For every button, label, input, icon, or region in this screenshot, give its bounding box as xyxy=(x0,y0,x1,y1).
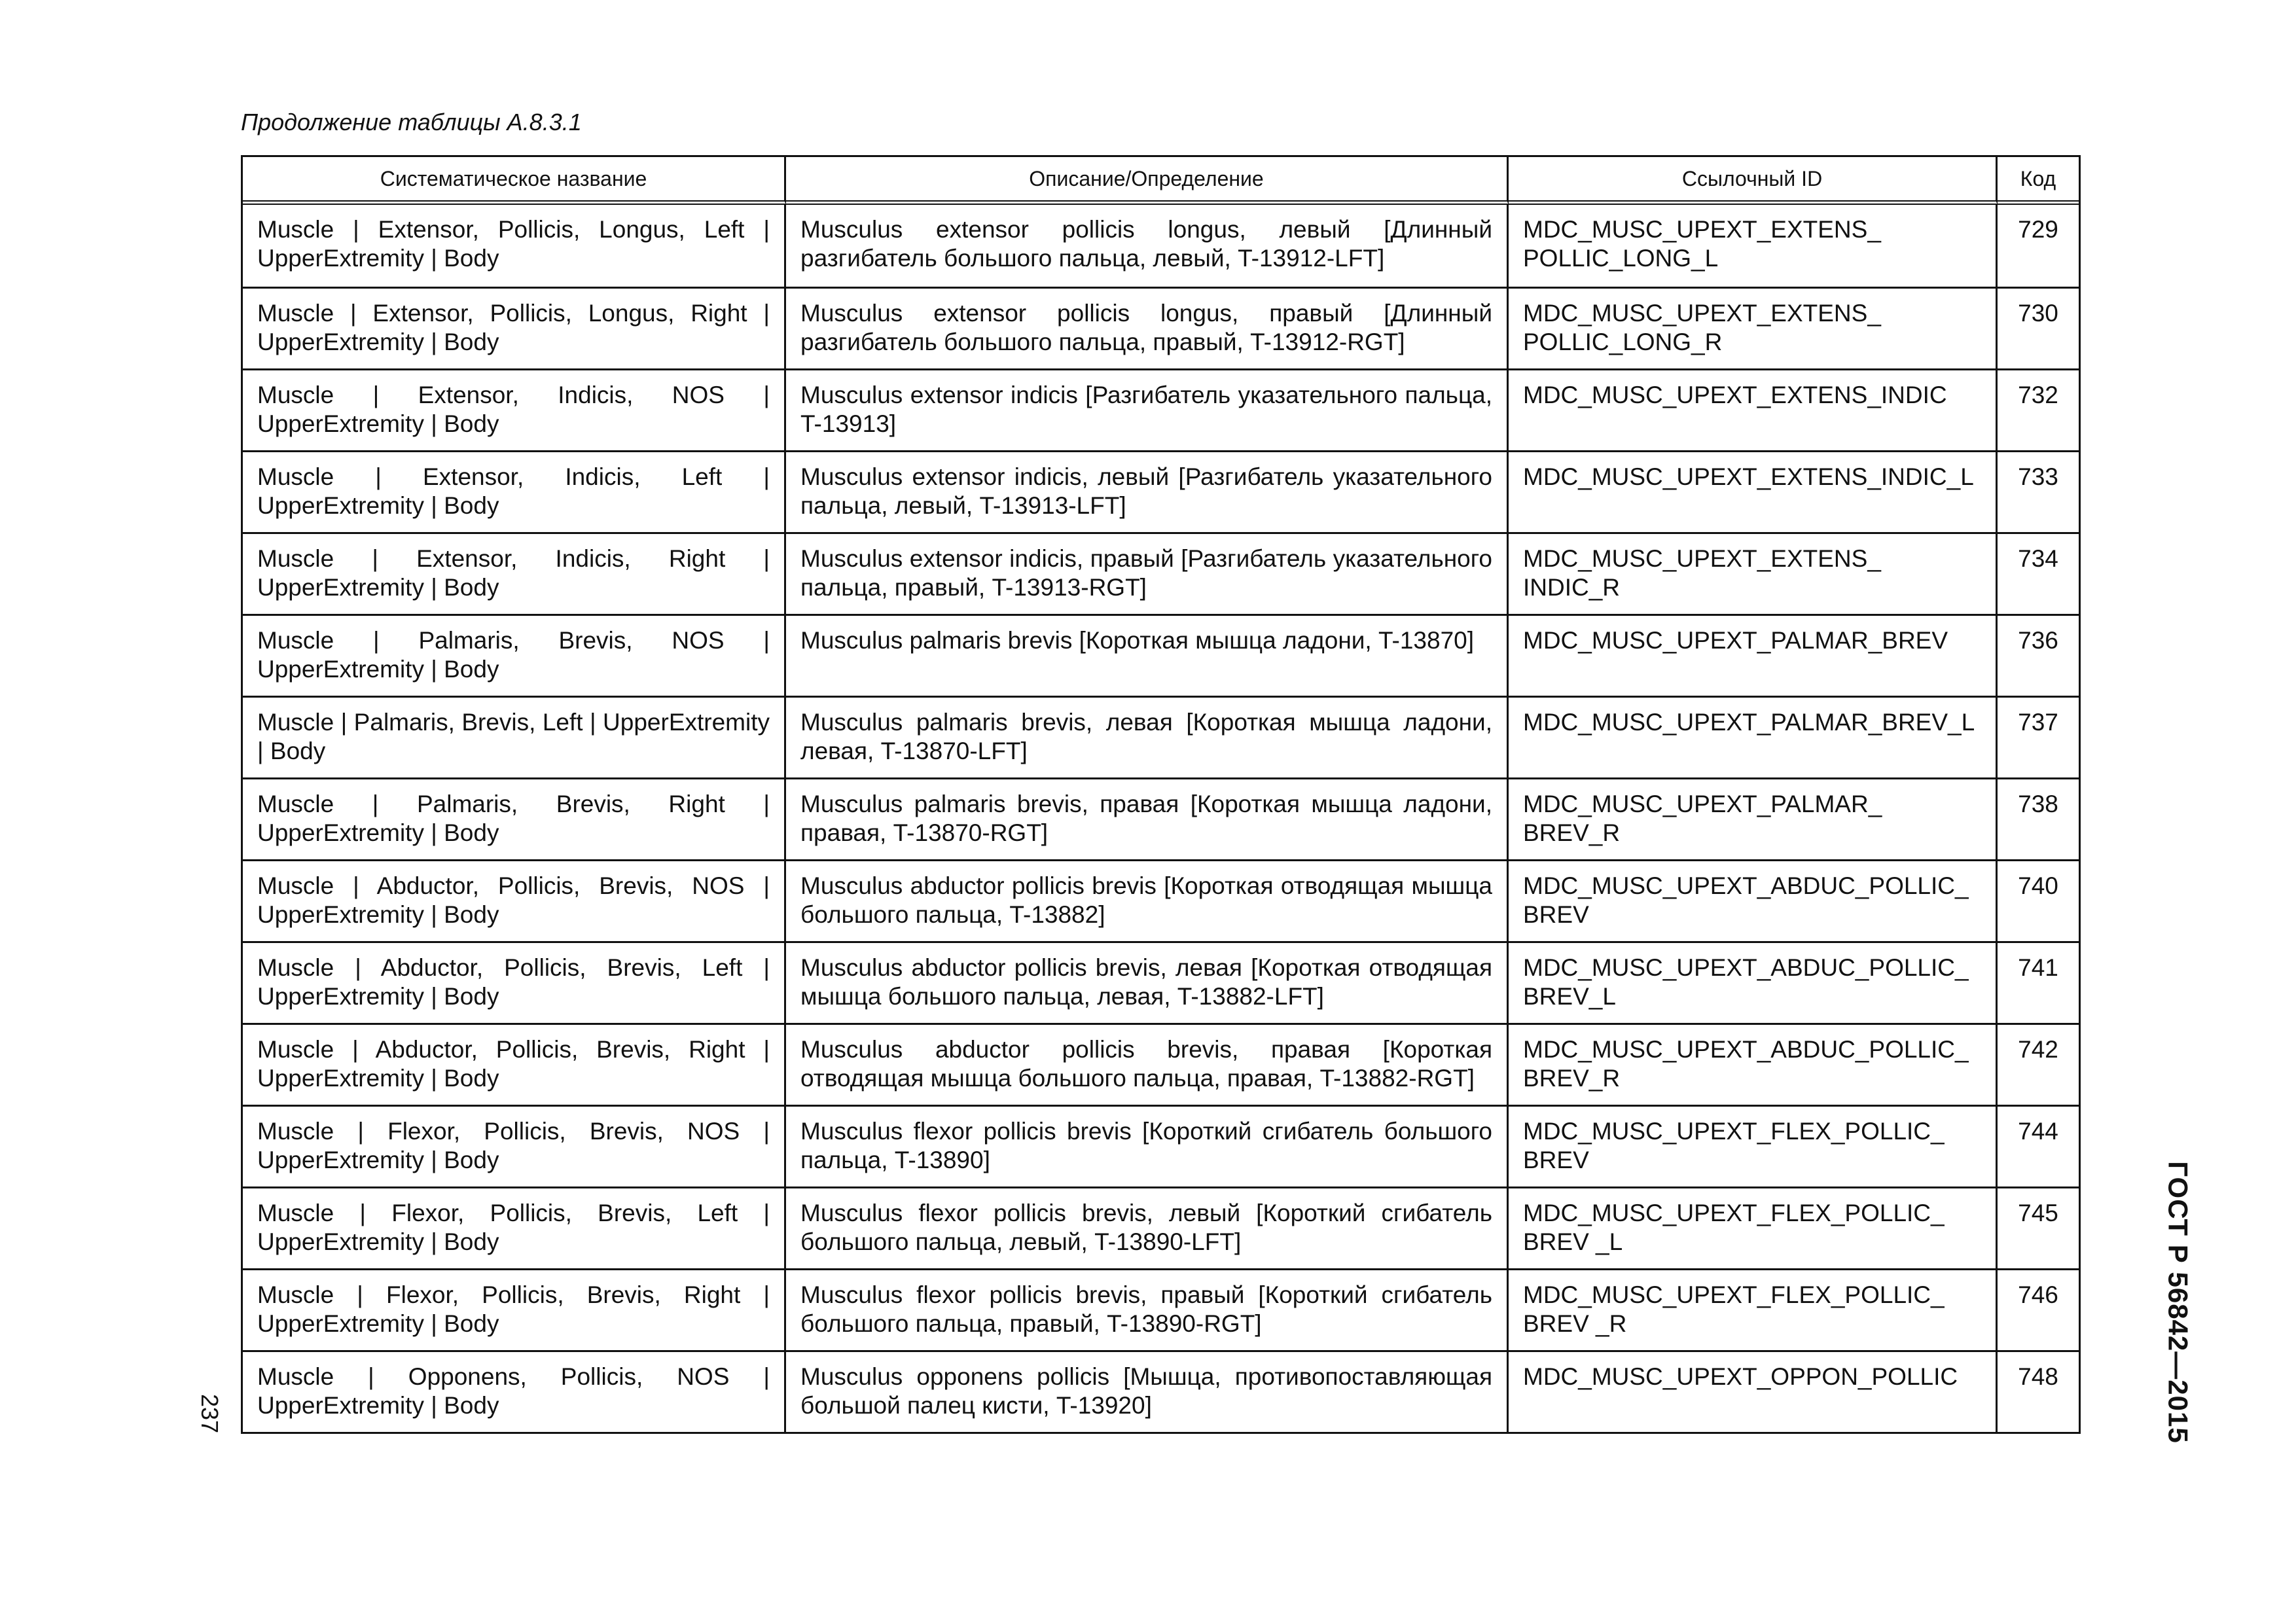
cell-description: Musculus extensor indicis, левый [Разгибатель указательного пальца, левый, T-13913-LFT] xyxy=(786,450,1509,532)
cell-code: 736 xyxy=(1998,614,2079,696)
cell-description: Musculus opponens pollicis [Мышца, противопоставляющая большой палец кисти, T-13920] xyxy=(786,1350,1509,1432)
cell-code: 730 xyxy=(1998,287,2079,368)
cell-systematic-name: Muscle | Abductor, Pollicis, Brevis, NOS | UpperExtremity | Body xyxy=(243,859,786,941)
table-row xyxy=(243,1105,2079,1186)
cell-description: Musculus extensor pollicis longus, левый [Длинный разгибатель большого пальца, левый, T-13912-LFT] xyxy=(786,205,1509,287)
cell-reference-id: MDC_MUSC_UPEXT_EXTENS_ INDIC_R xyxy=(1509,532,1998,614)
table-row xyxy=(243,941,2079,1023)
cell-reference-id: MDC_MUSC_UPEXT_PALMAR_ BREV_R xyxy=(1509,777,1998,859)
cell-code: 734 xyxy=(1998,532,2079,614)
cell-description: Musculus abductor pollicis brevis, левая [Короткая отводящая мышца большого пальца, левая, T-13882-LFT] xyxy=(786,941,1509,1023)
cell-code: 746 xyxy=(1998,1268,2079,1350)
table-header-row xyxy=(243,157,2079,205)
cell-description: Musculus extensor indicis, правый [Разгибатель указательного пальца, правый, T-13913-RGT] xyxy=(786,532,1509,614)
cell-code: 729 xyxy=(2018,216,2058,243)
table-row xyxy=(243,450,2079,532)
cell-description: Musculus flexor pollicis brevis [Короткий сгибатель большого пальца, T-13890] xyxy=(786,1105,1509,1186)
cell-description: Musculus extensor pollicis longus, правый [Длинный разгибатель большого пальца, правый, T-13912-RGT] xyxy=(786,287,1509,368)
cell-description: Musculus flexor pollicis brevis, левый [Короткий сгибатель большого пальца, левый, T-13890-LFT] xyxy=(786,1186,1509,1268)
cell-code: 740 xyxy=(1998,859,2079,941)
cell-systematic-name: Muscle | Extensor, Indicis, NOS | UpperExtremity | Body xyxy=(243,368,786,450)
cell-systematic-name: Muscle | Extensor, Indicis, Right | UpperExtremity | Body xyxy=(243,532,786,614)
cell-systematic-name: Muscle | Abductor, Pollicis, Brevis, Right | UpperExtremity | Body xyxy=(243,1023,786,1105)
cell-reference-id: MDC_MUSC_UPEXT_FLEX_POLLIC_ BREV _R xyxy=(1509,1268,1998,1350)
table-row xyxy=(243,696,2079,777)
cell-reference-id: MDC_MUSC_UPEXT_ABDUC_POLLIC_ BREV_L xyxy=(1509,941,1998,1023)
cell-description: Musculus palmaris brevis, правая [Короткая мышца ладони, правая, T-13870-RGT] xyxy=(786,777,1509,859)
table-row xyxy=(243,614,2079,696)
cell-code: 741 xyxy=(1998,941,2079,1023)
cell-code: 745 xyxy=(1998,1186,2079,1268)
cell-reference-id: MDC_MUSC_UPEXT_EXTENS_INDIC_L xyxy=(1509,450,1998,532)
cell-systematic-name: Muscle | Flexor, Pollicis, Brevis, Left | UpperExtremity | Body xyxy=(243,1186,786,1268)
cell-code: 748 xyxy=(1998,1350,2079,1432)
cell-code: 744 xyxy=(1998,1105,2079,1186)
cell-reference-id: MDC_MUSC_UPEXT_PALMAR_BREV_L xyxy=(1509,696,1998,777)
cell-code: 732 xyxy=(1998,368,2079,450)
cell-systematic-name: Muscle | Opponens, Pollicis, NOS | UpperExtremity | Body xyxy=(243,1350,786,1432)
page-number-block xyxy=(190,1381,229,1446)
table-row xyxy=(243,1186,2079,1268)
cell-reference-id: MDC_MUSC_UPEXT_PALMAR_BREV xyxy=(1509,614,1998,696)
cell-description: Musculus abductor pollicis brevis, правая [Короткая отводящая мышца большого пальца, правая, T-13882-RGT] xyxy=(786,1023,1509,1105)
cell-systematic-name: Muscle | Flexor, Pollicis, Brevis, Right | UpperExtremity | Body xyxy=(243,1268,786,1350)
cell-systematic-name: Muscle | Extensor, Indicis, Left | UpperExtremity | Body xyxy=(243,450,786,532)
cell-systematic-name: Muscle | Flexor, Pollicis, Brevis, NOS | UpperExtremity | Body xyxy=(243,1105,786,1186)
header-systematic-name: Систематическое название xyxy=(243,157,786,205)
table-row xyxy=(243,287,2079,368)
cell-reference-id: MDC_MUSC_UPEXT_EXTENS_ POLLIC_LONG_R xyxy=(1509,287,1998,368)
cell-description: Musculus palmaris brevis, левая [Короткая мышца ладони, левая, T-13870-LFT] xyxy=(786,696,1509,777)
cell-reference-id: MDC_MUSC_UPEXT_EXTENS_INDIC xyxy=(1509,368,1998,450)
table-row xyxy=(243,777,2079,859)
header-code: Код xyxy=(1998,157,2079,205)
cell-code: 733 xyxy=(1998,450,2079,532)
cell-reference-id: MDC_MUSC_UPEXT_OPPON_POLLIC xyxy=(1509,1350,1998,1432)
table-row xyxy=(243,532,2079,614)
cell-systematic-name: Muscle | Abductor, Pollicis, Brevis, Left | UpperExtremity | Body xyxy=(243,941,786,1023)
cell-code: 738 xyxy=(1998,777,2079,859)
cell-systematic-name: Muscle | Extensor, Pollicis, Longus, Right | UpperExtremity | Body xyxy=(243,287,786,368)
header-description: Описание/Определение xyxy=(786,157,1509,205)
cell-description: Musculus extensor indicis [Разгибатель указательного пальца, T-13913] xyxy=(786,368,1509,450)
cell-systematic-name: Muscle | Palmaris, Brevis, NOS | UpperExtremity | Body xyxy=(243,614,786,696)
header-reference-id: Ссылочный ID xyxy=(1509,157,1998,205)
muscle-table xyxy=(241,155,2081,1434)
table-row xyxy=(243,205,2079,287)
cell-description: Musculus abductor pollicis brevis [Короткая отводящая мышца большого пальца, T-13882] xyxy=(786,859,1509,941)
standard-designation: ГОСТ Р 56842—2015 xyxy=(2163,1161,2195,1444)
cell-code: 742 xyxy=(1998,1023,2079,1105)
page-number: 237 xyxy=(196,1393,224,1434)
cell-description: Musculus flexor pollicis brevis, правый [Короткий сгибатель большого пальца, правый, T-13890-RGT] xyxy=(786,1268,1509,1350)
cell-systematic-name: Muscle | Palmaris, Brevis, Right | UpperExtremity | Body xyxy=(243,777,786,859)
cell-code: 737 xyxy=(1998,696,2079,777)
standard-designation-block xyxy=(2159,1158,2198,1446)
table-row xyxy=(243,1268,2079,1350)
cell-description: Musculus palmaris brevis [Короткая мышца ладони, T-13870] xyxy=(786,614,1509,696)
cell-reference-id: MDC_MUSC_UPEXT_FLEX_POLLIC_ BREV xyxy=(1509,1105,1998,1186)
cell-reference-id: MDC_MUSC_UPEXT_FLEX_POLLIC_ BREV _L xyxy=(1509,1186,1998,1268)
cell-systematic-name: Muscle | Palmaris, Brevis, Left | UpperExtremity | Body xyxy=(243,696,786,777)
cell-reference-id: MDC_MUSC_UPEXT_ABDUC_POLLIC_ BREV_R xyxy=(1509,1023,1998,1105)
table-caption: Продолжение таблицы А.8.3.1 xyxy=(241,109,582,135)
cell-reference-id: MDC_MUSC_UPEXT_ABDUC_POLLIC_ BREV xyxy=(1509,859,1998,941)
cell-systematic-name: Muscle | Extensor, Pollicis, Longus, Left | UpperExtremity | Body xyxy=(243,205,786,287)
table-row xyxy=(243,859,2079,941)
cell-reference-id: MDC_MUSC_UPEXT_EXTENS_ POLLIC_LONG_L xyxy=(1509,205,1998,287)
table-row xyxy=(243,1023,2079,1105)
table-row xyxy=(243,1350,2079,1432)
table-row xyxy=(243,368,2079,450)
